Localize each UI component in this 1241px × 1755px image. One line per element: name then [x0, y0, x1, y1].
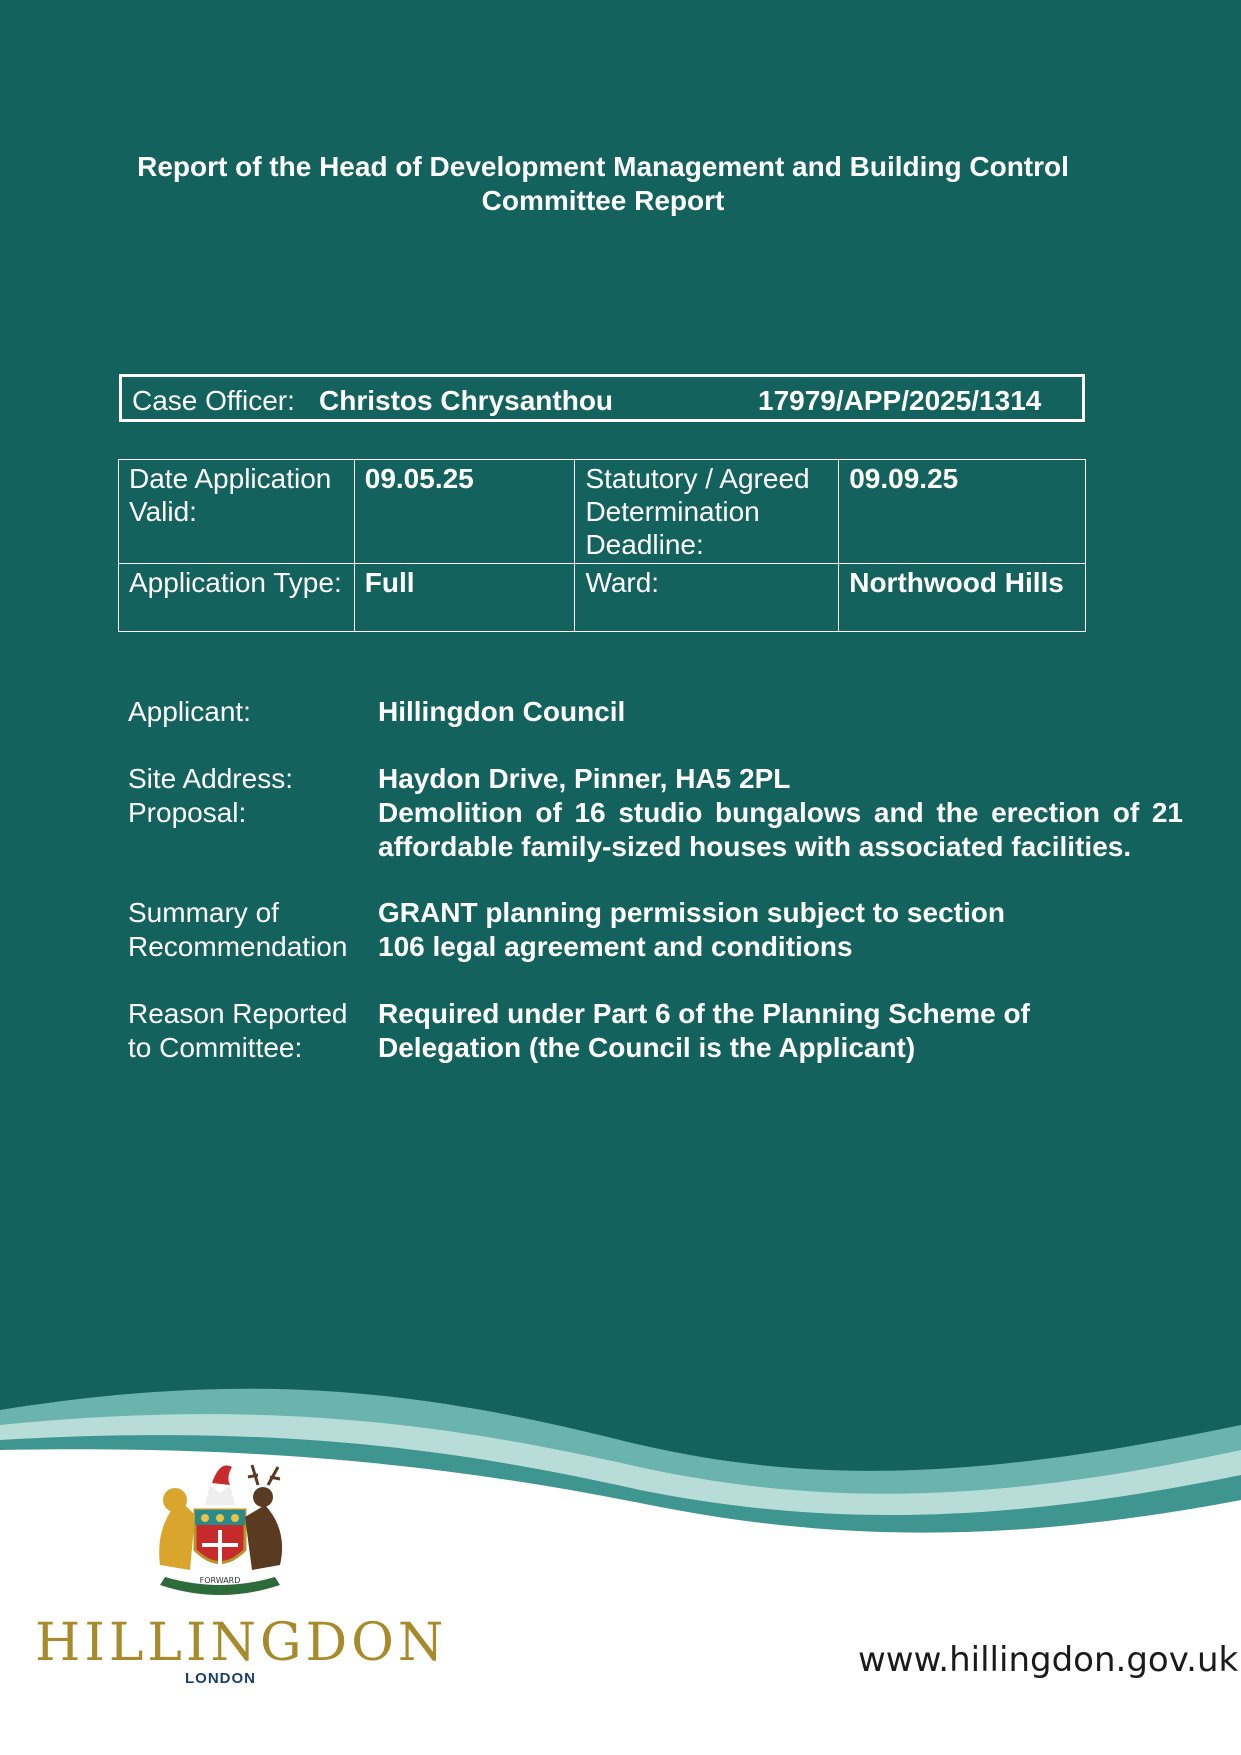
site-address-label: Site Address:: [128, 763, 293, 794]
applicant-value: Hillingdon Council: [378, 696, 626, 727]
hillingdon-brand-sub: LONDON: [185, 1670, 256, 1687]
ward-label: Ward:: [575, 564, 839, 632]
heading-line-2: Committee Report: [481, 185, 725, 216]
application-type-value: Full: [354, 564, 575, 632]
crest-motto: FORWARD: [199, 1576, 241, 1585]
reason-label: Reason Reported to Committee:: [128, 998, 348, 1063]
application-meta-table: [118, 459, 1086, 632]
site-address-value: Haydon Drive, Pinner, HA5 2PL: [378, 763, 791, 794]
hillingdon-brand: HILLINGDON: [35, 1613, 448, 1673]
reason-value: Required under Part 6 of the Planning Scheme of Delegation (the Council is the Applicant): [378, 998, 1030, 1063]
report-heading: [0, 150, 1206, 218]
deadline-value: 09.09.25: [839, 460, 1086, 564]
case-officer-label: Case Officer:: [132, 385, 295, 416]
application-reference: 17979/APP/2025/1314: [758, 385, 1042, 416]
proposal-value: Demolition of 16 studio bungalows and the erection of 21 affordable family-sized houses with associated facilities.: [378, 797, 1183, 862]
deadline-label: Statutory / Agreed Determination Deadline:: [575, 460, 839, 564]
case-officer-box: [119, 374, 1085, 422]
date-valid-value: 09.05.25: [354, 460, 575, 564]
date-valid-label: Date Application Valid:: [119, 460, 355, 564]
case-officer-name: Christos Chrysanthou: [319, 385, 614, 416]
proposal-label: Proposal:: [128, 797, 247, 828]
ward-value: Northwood Hills: [839, 564, 1086, 632]
summary-label: Summary of Recommendation: [128, 897, 348, 962]
applicant-label: Applicant:: [128, 696, 251, 727]
table-row: [119, 460, 1086, 564]
table-row: [119, 564, 1086, 632]
coat-of-arms-logo: [140, 1455, 300, 1605]
summary-value: GRANT planning permission subject to section 106 legal agreement and conditions: [378, 897, 1005, 962]
website-url[interactable]: www.hillingdon.gov.uk: [858, 1640, 1239, 1680]
heading-line-1: Report of the Head of Development Management and Building Control: [137, 151, 1069, 182]
application-type-label: Application Type:: [119, 564, 355, 632]
